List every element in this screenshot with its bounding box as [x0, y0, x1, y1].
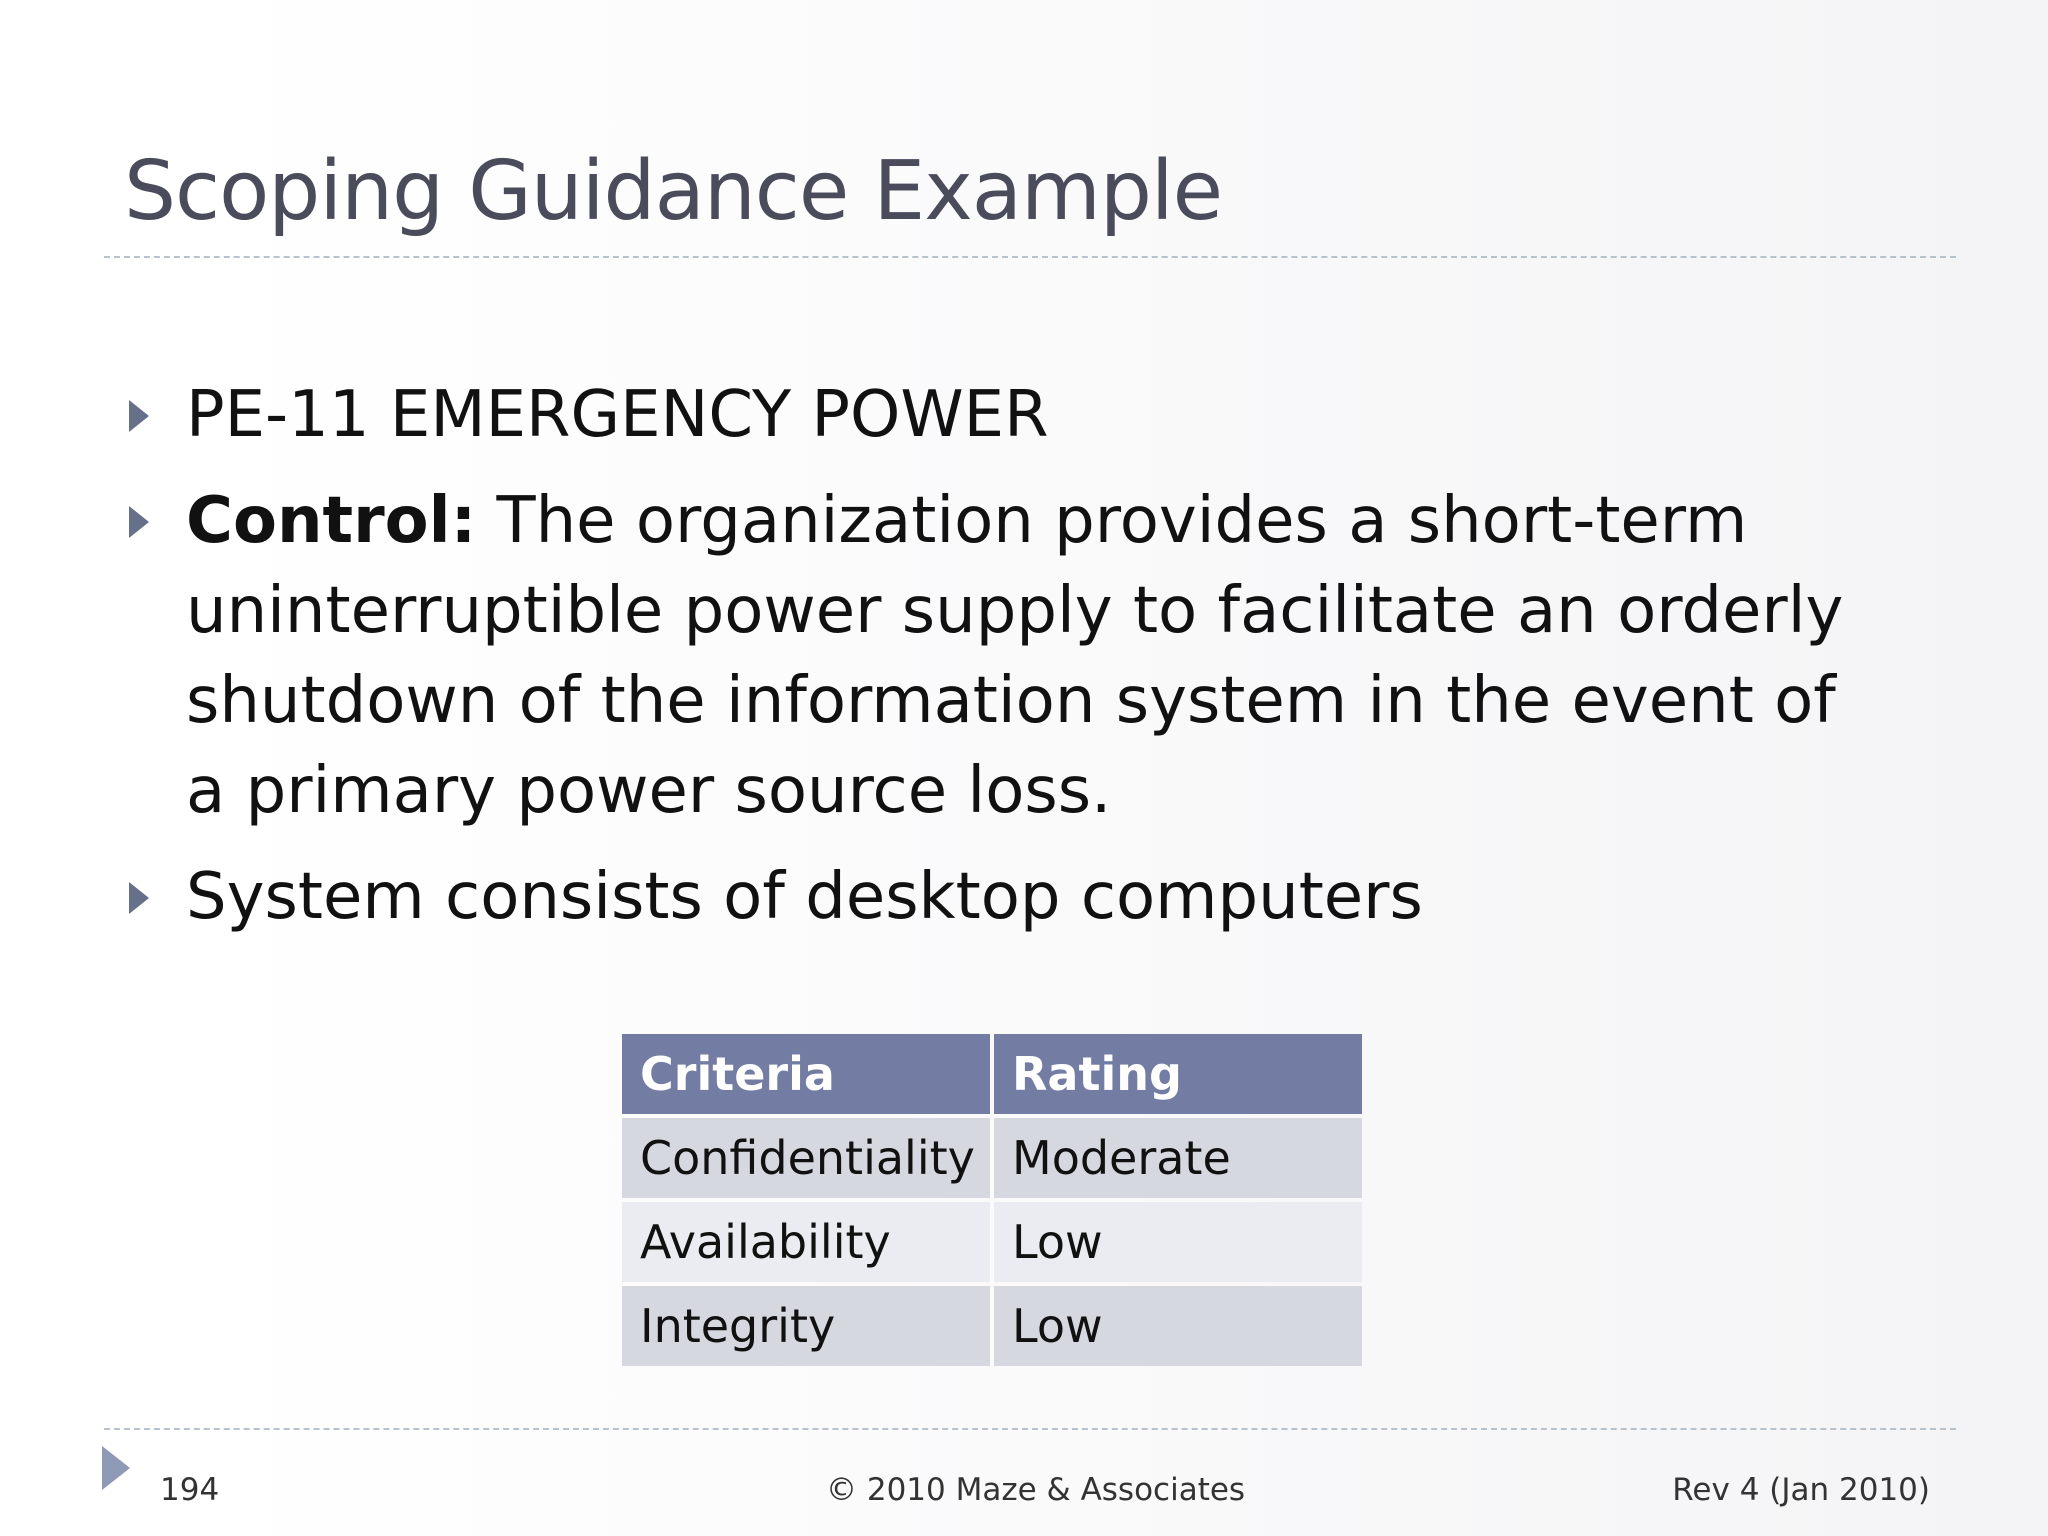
bullet-arrow-icon: [129, 400, 149, 432]
slide-title: Scoping Guidance Example: [124, 144, 1223, 239]
bullet-text: System consists of desktop computers: [186, 860, 1423, 934]
table-header-criteria: Criteria: [622, 1034, 990, 1114]
table-header-row: [622, 1034, 1362, 1114]
criteria-rating-table: [618, 1030, 1366, 1370]
footer-triangle-icon: [102, 1446, 130, 1490]
copyright-text: © 2010 Maze & Associates: [826, 1472, 1246, 1508]
page-number: 194: [160, 1472, 220, 1508]
table-header-rating: Rating: [994, 1034, 1362, 1114]
table-cell-criteria: Confidentiality: [622, 1118, 990, 1198]
bullet-list: [124, 370, 1844, 958]
bullet-item: [124, 370, 1844, 460]
table-cell-rating: Low: [994, 1286, 1362, 1366]
table-row: [622, 1202, 1362, 1282]
bullet-item: [124, 476, 1844, 836]
table-cell-rating: Low: [994, 1202, 1362, 1282]
table-row: [622, 1118, 1362, 1198]
bullet-text: The organization provides a short-term uninterruptible power supply to facilitate an orderly shutdown of the information system in the event of a primary power source loss.: [186, 484, 1844, 828]
bullet-arrow-icon: [129, 506, 149, 538]
table-row: [622, 1286, 1362, 1366]
bullet-arrow-icon: [129, 882, 149, 914]
title-divider: [104, 256, 1956, 258]
table-cell-criteria: Availability: [622, 1202, 990, 1282]
bullet-text: PE-11 EMERGENCY POWER: [186, 378, 1049, 452]
footer-divider: [104, 1428, 1956, 1430]
table-cell-rating: Moderate: [994, 1118, 1362, 1198]
bullet-item: [124, 852, 1844, 942]
table-cell-criteria: Integrity: [622, 1286, 990, 1366]
bullet-bold-label: Control:: [186, 484, 477, 558]
revision-text: Rev 4 (Jan 2010): [1672, 1472, 1930, 1508]
